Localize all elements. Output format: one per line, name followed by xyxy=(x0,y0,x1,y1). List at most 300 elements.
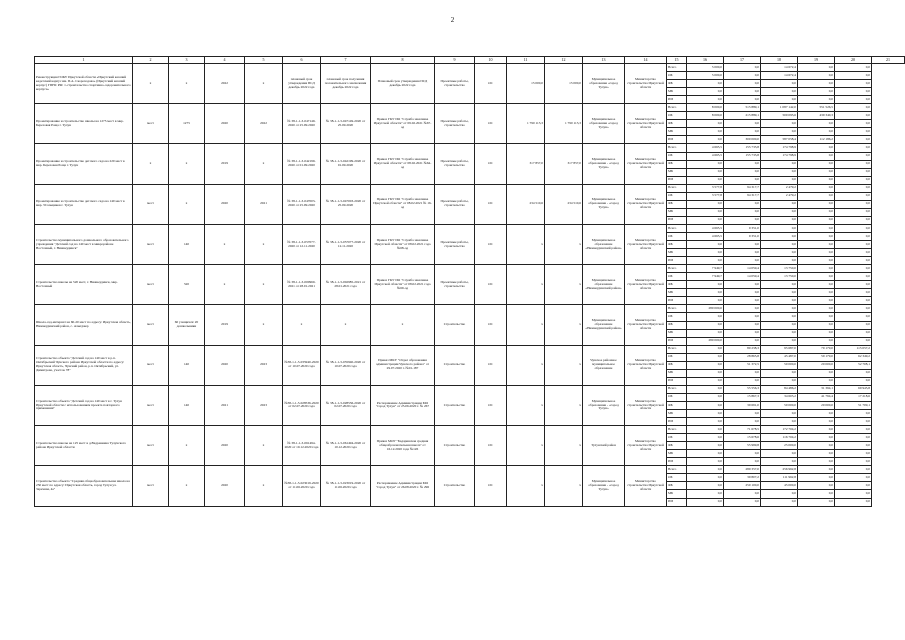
amount-cell: 0,0 xyxy=(835,241,872,249)
unit-cell: мест xyxy=(133,466,169,506)
amount-cell: 0,0 xyxy=(798,273,835,281)
amount-cell: 0,0 xyxy=(798,305,835,313)
amount-cell: 0,0 xyxy=(687,377,724,385)
amount-cell: 0,0 xyxy=(798,232,835,240)
amount-cell: 289 357,0 xyxy=(724,466,761,474)
start-year-cell: 2022 xyxy=(205,64,245,104)
object-name: Строительство объекта "Средняя общеобразовательная школа на 250 мест по адресу: Иркутская область, город Тулун ул. Заречная, 4а" xyxy=(35,466,133,506)
amount-cell: 0,0 xyxy=(724,168,761,176)
funding-source-cell: МБ xyxy=(667,329,687,337)
remaining-cost-cell: x xyxy=(545,426,583,466)
amount-cell: 280 000,0 xyxy=(687,337,724,345)
amount-cell: 551 526,5 xyxy=(798,104,835,112)
column-number: 8 xyxy=(371,57,435,64)
amount-cell: 8 000,0 xyxy=(687,104,724,112)
funding-form-cell: ОС xyxy=(475,466,507,506)
amount-cell: 0,0 xyxy=(835,160,872,168)
amount-cell: 0,0 xyxy=(798,128,835,136)
column-number: 12 xyxy=(545,57,583,64)
end-year-cell: x xyxy=(245,144,283,184)
funding-source-cell: Всего xyxy=(667,224,687,232)
column-number: 18 xyxy=(761,57,798,64)
amount-cell: 0,0 xyxy=(798,241,835,249)
funding-source-cell: ИИ xyxy=(667,96,687,104)
design-doc-cell: №38-1-1-3-023019-2020 от 11.06.2020 года xyxy=(283,466,321,506)
column-number: 20 xyxy=(835,57,872,64)
table-row xyxy=(35,385,905,393)
object-name: Проектирование и строительство школы на 1275 мест в мкр. Березовая Роща г. Тулун xyxy=(35,104,133,144)
amount-cell: 0,0 xyxy=(835,128,872,136)
expertise-cell: № 38-1-1-3-035940-2020 от 10.07.2020 года xyxy=(321,345,371,385)
funding-source-cell: ИИ xyxy=(667,377,687,385)
remaining-cost-cell: x xyxy=(545,305,583,345)
design-doc-cell: x xyxy=(283,305,321,345)
table-row xyxy=(35,345,905,353)
amount-cell: 0,0 xyxy=(798,224,835,232)
amount-cell: 0,0 xyxy=(724,208,761,216)
column-number: 11 xyxy=(507,57,545,64)
page-number: 2 xyxy=(450,16,455,24)
expertise-cell: № 38-1-1-3-047149-2020 от 25.09.2020 xyxy=(321,104,371,144)
amount-cell: 0,0 xyxy=(835,466,872,474)
amount-cell: 0,0 xyxy=(724,176,761,184)
funding-source-cell: ОБ xyxy=(667,434,687,442)
amount-cell: 0,0 xyxy=(798,329,835,337)
estimated-cost-cell: x xyxy=(507,345,545,385)
capacity-cell: x xyxy=(169,466,205,506)
amount-cell: 0,0 xyxy=(761,337,798,345)
amount-cell: 115 057,2 xyxy=(835,345,872,353)
funding-source-cell: ОБ xyxy=(667,393,687,401)
amount-cell: 0,0 xyxy=(835,224,872,232)
work-type-cell: Строительство xyxy=(435,466,475,506)
amount-cell: 0,0 xyxy=(687,168,724,176)
amount-cell: 0,0 xyxy=(687,450,724,458)
estimated-cost-cell: 317 857,0 xyxy=(507,144,545,184)
customer-cell: Муниципальное образование - «город Тулун» xyxy=(583,385,625,425)
amount-cell: 0,0 xyxy=(687,80,724,88)
start-year-cell: 2020 xyxy=(205,426,245,466)
amount-cell: 0,0 xyxy=(798,120,835,128)
amount-cell: 0,0 xyxy=(761,281,798,289)
amount-cell: 0,0 xyxy=(798,152,835,160)
remaining-cost-cell: 1 790 113,3 xyxy=(545,104,583,144)
basis-doc-cell: Приказ МОУ "Бадаринская средняя общеобразовательная школа" от 16.12.2020 года №126 xyxy=(371,426,435,466)
expertise-cell: № 38-1-1-3-057077-2020 от 12.11.2020 xyxy=(321,224,371,264)
basis-doc-cell: Распоряжение Администрации МО "город Тулун" от 26.08.2020 г. № 296 xyxy=(371,466,435,506)
amount-cell: 0,0 xyxy=(687,208,724,216)
unit-cell: x xyxy=(133,64,169,104)
amount-cell: 0,0 xyxy=(798,321,835,329)
amount-cell: 0,0 xyxy=(835,313,872,321)
funding-source-cell: ОБ xyxy=(667,192,687,200)
work-type-cell: Проектные работы, строительство xyxy=(435,104,475,144)
work-type-cell: Строительство xyxy=(435,345,475,385)
basis-doc-cell: Приказ ГКУ ИО "Служба заказчика Иркутской области" от 08.02.2021 года №68-од xyxy=(371,224,435,264)
expertise-cell: плановый срок получения положительного заключения декабрь 2022 года xyxy=(321,64,371,104)
column-number-row xyxy=(35,57,905,64)
estimated-cost-cell: x xyxy=(507,385,545,425)
amount-cell: 50 000,0 xyxy=(761,401,798,409)
amount-cell: 0,0 xyxy=(724,490,761,498)
expertise-cell: x xyxy=(321,305,371,345)
amount-cell: 0,0 xyxy=(798,216,835,224)
unit-cell: мест xyxy=(133,104,169,144)
funding-source-cell: ОБ xyxy=(667,112,687,120)
amount-cell: 55 556,3 xyxy=(724,385,761,393)
amount-cell: 2 479,2 xyxy=(761,192,798,200)
amount-cell: 0,0 xyxy=(798,474,835,482)
funding-source-cell: ФБ xyxy=(667,401,687,409)
amount-cell: 0,0 xyxy=(835,418,872,426)
gov-customer-cell: Министерство строительства Иркутской области xyxy=(625,265,667,305)
unit-cell: мест xyxy=(133,265,169,305)
remaining-cost-cell: 317 857,0 xyxy=(545,144,583,184)
amount-cell: 587 058,4 xyxy=(761,136,798,144)
amount-cell: 0,0 xyxy=(687,257,724,265)
end-year-cell: 2023 xyxy=(245,385,283,425)
amount-cell: 0,0 xyxy=(687,216,724,224)
expertise-cell: № 38-1-1-3-028536-2020 от 02.07.2020 года xyxy=(321,385,371,425)
funding-source-cell: МБ xyxy=(667,249,687,257)
table-row xyxy=(35,144,905,152)
amount-cell: 0,0 xyxy=(724,321,761,329)
amount-cell: 31 394,1 xyxy=(798,385,835,393)
amount-cell: 0,0 xyxy=(835,410,872,418)
amount-cell: 0,0 xyxy=(798,458,835,466)
amount-cell: 0,0 xyxy=(761,249,798,257)
unit-cell: мест xyxy=(133,305,169,345)
design-doc-cell: № 38-1-1-3-047149-2020 от 25.09.2020 xyxy=(283,104,321,144)
amount-cell: 0,0 xyxy=(798,208,835,216)
funding-form-cell: ОС xyxy=(475,385,507,425)
amount-cell: 15 867,3 xyxy=(724,393,761,401)
funding-source-cell: ОБ xyxy=(667,353,687,361)
funding-source-cell: ФБ xyxy=(667,200,687,208)
amount-cell: 0,0 xyxy=(835,377,872,385)
column-number: 15 xyxy=(667,57,687,64)
expertise-cell: № 38-1-1-3-023019-2020 от 11.06.2020 года xyxy=(321,466,371,506)
expertise-cell: № 38-1-1-3-042199-2020 от 01.09.2020 xyxy=(321,144,371,184)
customer-cell: Чунское районное муниципальное образование xyxy=(583,345,625,385)
amount-cell: 0,0 xyxy=(761,88,798,96)
estimated-cost-cell: x xyxy=(507,426,545,466)
estimated-cost-cell: x xyxy=(507,466,545,506)
basis-doc-cell: Приказ ГКУ ИО "Служба заказчика Иркутской области" от 08.02.2021 № 16-од xyxy=(371,184,435,224)
amount-cell: 0,0 xyxy=(835,257,872,265)
remaining-cost-cell: 15 000,0 xyxy=(545,64,583,104)
object-name: Школа-сад-интернат на 60-20 мест по адресу: Иркутская область, Нижнеудинский район, с. Алыгджер xyxy=(35,305,133,345)
capacity-cell: 520 xyxy=(169,265,205,305)
remaining-cost-cell: x xyxy=(545,385,583,425)
amount-cell: 0,0 xyxy=(687,281,724,289)
amount-cell: 0,0 xyxy=(835,112,872,120)
funding-source-cell: Всего xyxy=(667,184,687,192)
column-number: 2 xyxy=(133,57,169,64)
funding-form-cell: ОС xyxy=(475,64,507,104)
amount-cell: 0,0 xyxy=(798,418,835,426)
design-doc-cell: № 38-1-1-3-042199-2020 от 01.09.2020 xyxy=(283,144,321,184)
amount-cell: 25 000,0 xyxy=(761,442,798,450)
funding-source-cell: МБ xyxy=(667,369,687,377)
amount-cell: 0,0 xyxy=(798,160,835,168)
estimated-cost-cell: 1 790 113,3 xyxy=(507,104,545,144)
amount-cell: 0,0 xyxy=(687,498,724,506)
amount-cell: 0,0 xyxy=(761,297,798,305)
amount-cell: 0,0 xyxy=(724,289,761,297)
amount-cell: 0,0 xyxy=(687,353,724,361)
amount-cell: 55 999,8 xyxy=(724,442,761,450)
amount-cell: 0,0 xyxy=(724,369,761,377)
gov-customer-cell: Министерство строительства Иркутской области xyxy=(625,345,667,385)
gov-customer-cell: Министерство строительства Иркутской области xyxy=(625,64,667,104)
amount-cell: 0,0 xyxy=(798,442,835,450)
gov-customer-cell: Министерство строительства Иркутской области xyxy=(625,224,667,264)
funding-form-cell: ОС xyxy=(475,426,507,466)
amount-cell: 0,0 xyxy=(761,289,798,297)
funding-source-cell: МБ xyxy=(667,208,687,216)
funding-source-cell: ФБ xyxy=(667,120,687,128)
object-name: Строительство объекта "Детский сад на 140 мест в р.п. Октябрьский Чунского района Иркутской области по адресу: Иркутская область, Чунский район, р.п. Октябрьский, ул. Димитрова, участок 78" xyxy=(35,345,133,385)
amount-cell: 0,0 xyxy=(798,498,835,506)
column-number: 17 xyxy=(724,57,761,64)
design-doc-cell: № 38-1-1-3-047003-2020 от 25.09.2020 xyxy=(283,184,321,224)
amount-cell: 0,0 xyxy=(724,377,761,385)
amount-cell: 0,0 xyxy=(687,176,724,184)
amount-cell: 0,0 xyxy=(761,120,798,128)
end-year-cell: x xyxy=(245,466,283,506)
column-number: 4 xyxy=(205,57,245,64)
unit-cell: мест xyxy=(133,184,169,224)
column-number: 1 xyxy=(35,57,133,64)
object-name: Проектирование и строительство детского сада на 220 мест в мкр. Березовая Роща г. Тулун xyxy=(35,144,133,184)
funding-source-cell: Всего xyxy=(667,345,687,353)
funding-source-cell: ИИ xyxy=(667,176,687,184)
amount-cell: 155 733,8 xyxy=(724,152,761,160)
design-doc-cell: № 38-1-1-3-061494-2020 от 10.12.2020 года xyxy=(283,426,321,466)
amount-cell: 0,0 xyxy=(687,345,724,353)
amount-cell: 0,0 xyxy=(687,313,724,321)
funding-source-cell: ФБ xyxy=(667,80,687,88)
funding-source-cell: МБ xyxy=(667,490,687,498)
funding-source-cell: МБ xyxy=(667,88,687,96)
start-year-cell: 2020 xyxy=(205,345,245,385)
amount-cell: 174 798,9 xyxy=(761,152,798,160)
capacity-cell: x xyxy=(169,64,205,104)
gov-customer-cell: Министерство строительства Иркутской области xyxy=(625,426,667,466)
amount-cell: 0,0 xyxy=(724,241,761,249)
amount-cell: 0,0 xyxy=(687,200,724,208)
amount-cell: 0,0 xyxy=(835,208,872,216)
amount-cell: 0,0 xyxy=(761,241,798,249)
amount-cell: 0,0 xyxy=(687,442,724,450)
amount-cell: 20 000,0 xyxy=(798,401,835,409)
object-name: Строительство школы на 520 мест, г. Нижнеудинск, мкр. Восточный xyxy=(35,265,133,305)
expertise-cell: № 38-1-1-3-002985-2021 от 28.01.2021 года xyxy=(321,265,371,305)
amount-cell: 0,0 xyxy=(724,410,761,418)
start-year-cell: 2021 xyxy=(205,385,245,425)
amount-cell: 0,0 xyxy=(835,168,872,176)
column-number: 9 xyxy=(435,57,475,64)
remaining-cost-cell: x xyxy=(545,224,583,264)
amount-cell: 0,0 xyxy=(687,418,724,426)
amount-cell: 0,0 xyxy=(687,434,724,442)
amount-cell: 0,0 xyxy=(761,257,798,265)
amount-cell: 7 949,7 xyxy=(687,273,724,281)
amount-cell: 0,0 xyxy=(835,64,872,72)
amount-cell: 45 000,0 xyxy=(761,482,798,490)
amount-cell: 0,0 xyxy=(724,281,761,289)
amount-cell: 0,0 xyxy=(835,96,872,104)
amount-cell: 0,0 xyxy=(835,281,872,289)
table-row xyxy=(35,224,905,232)
amount-cell: 0,0 xyxy=(798,466,835,474)
funding-source-cell: ФБ xyxy=(667,160,687,168)
funding-source-cell: ОБ xyxy=(667,152,687,160)
remaining-cost-cell: x xyxy=(545,466,583,506)
design-doc-cell: № 38-1-1-3-057077-2020 от 12.11.2020 xyxy=(283,224,321,264)
amount-cell: 0,0 xyxy=(835,482,872,490)
funding-source-cell: МБ xyxy=(667,128,687,136)
amount-cell: 0,0 xyxy=(835,136,872,144)
table-row xyxy=(35,305,905,313)
amount-cell: 0,0 xyxy=(761,128,798,136)
amount-cell: 52 708,1 xyxy=(835,361,872,369)
funding-source-cell: Всего xyxy=(667,305,687,313)
amount-cell: 45 487,0 xyxy=(761,353,798,361)
amount-cell: 0,0 xyxy=(835,458,872,466)
funding-source-cell: ИИ xyxy=(667,337,687,345)
amount-cell: 0,0 xyxy=(798,176,835,184)
amount-cell: 0,0 xyxy=(761,232,798,240)
column-number: 10 xyxy=(475,57,507,64)
estimated-cost-cell: x xyxy=(507,305,545,345)
amount-cell: 0,0 xyxy=(798,482,835,490)
amount-cell: 0,0 xyxy=(761,305,798,313)
amount-cell: 0,0 xyxy=(687,297,724,305)
amount-cell: 0,0 xyxy=(835,434,872,442)
start-year-cell: 2019 xyxy=(205,305,245,345)
amount-cell: 300 000,0 xyxy=(724,136,761,144)
amount-cell: 112 186,2 xyxy=(798,136,835,144)
start-year-cell: 2019 xyxy=(205,144,245,184)
unit-cell: x xyxy=(133,144,169,184)
amount-cell: 1 087 142,0 xyxy=(761,104,798,112)
amount-cell: 71 678,5 xyxy=(724,426,761,434)
customer-cell: Муниципальное образование «Нижнеудинский район» xyxy=(583,265,625,305)
funding-source-cell: ФБ xyxy=(667,482,687,490)
amount-cell: 14 059,4 xyxy=(724,265,761,273)
amount-cell: 0,0 xyxy=(798,289,835,297)
amount-cell: 0,0 xyxy=(687,458,724,466)
funding-source-cell: ИИ xyxy=(667,257,687,265)
amount-cell: 0,0 xyxy=(798,281,835,289)
funding-form-cell: ОС xyxy=(475,265,507,305)
amount-cell: 0,0 xyxy=(798,96,835,104)
estimated-cost-cell: 15 000,0 xyxy=(507,64,545,104)
amount-cell: 0,0 xyxy=(761,176,798,184)
amount-cell: 0,0 xyxy=(798,377,835,385)
amount-cell: 0,0 xyxy=(761,168,798,176)
design-doc-cell: № 38-1-1-3-000960-2021 от 28.01.2021 xyxy=(283,265,321,305)
amount-cell: 0,0 xyxy=(761,80,798,88)
amount-cell: 0,0 xyxy=(798,144,835,152)
amount-cell: 0,0 xyxy=(761,200,798,208)
end-year-cell: x xyxy=(245,224,283,264)
amount-cell: 0,0 xyxy=(798,72,835,80)
funding-source-cell: Всего xyxy=(667,104,687,112)
investment-table xyxy=(34,56,905,507)
amount-cell: 111 962,8 xyxy=(761,474,798,482)
amount-cell: 0,0 xyxy=(835,321,872,329)
amount-cell: 0,0 xyxy=(835,305,872,313)
unit-cell: мест xyxy=(133,224,169,264)
amount-cell: 79 179,0 xyxy=(798,345,835,353)
capacity-cell: x xyxy=(169,144,205,184)
amount-cell: 0,0 xyxy=(724,80,761,88)
gov-customer-cell: Министерство строительства Иркутской области xyxy=(625,305,667,345)
remaining-cost-cell: x xyxy=(545,265,583,305)
amount-cell: 0,0 xyxy=(761,410,798,418)
amount-cell: 0,0 xyxy=(761,458,798,466)
table-row xyxy=(35,184,905,192)
amount-cell: 0,0 xyxy=(835,120,872,128)
amount-cell: 0,0 xyxy=(798,249,835,257)
object-name: Проектирование и строительство детского сада на 140 мест в мкр. Угольщиков г. Тулун xyxy=(35,184,133,224)
object-name: Строительство объекта "Детский сад на 140 мест в г. Тулун Иркутской области с использованием проекта повторного применения" xyxy=(35,385,133,425)
amount-cell: 0,0 xyxy=(798,200,835,208)
amount-cell: 0,0 xyxy=(798,265,835,273)
amount-cell: 0,0 xyxy=(724,297,761,305)
amount-cell: 0,0 xyxy=(687,369,724,377)
amount-cell: 0,0 xyxy=(798,450,835,458)
estimated-cost-cell: x xyxy=(507,265,545,305)
amount-cell: 0,0 xyxy=(761,96,798,104)
amount-cell: 172 704,2 xyxy=(761,426,798,434)
amount-cell: 0,0 xyxy=(835,490,872,498)
amount-cell: 0,0 xyxy=(761,498,798,506)
funding-source-cell: Всего xyxy=(667,64,687,72)
column-number: 16 xyxy=(687,57,724,64)
funding-source-cell: ФБ xyxy=(667,361,687,369)
amount-cell: 0,0 xyxy=(687,490,724,498)
amount-cell: 39 691,0 xyxy=(724,401,761,409)
end-year-cell: x xyxy=(245,64,283,104)
amount-cell: 69 945,8 xyxy=(835,385,872,393)
amount-cell: 3 577,8 xyxy=(687,184,724,192)
capacity-cell: x xyxy=(169,426,205,466)
column-number: 13 xyxy=(583,57,625,64)
amount-cell: 0,0 xyxy=(724,96,761,104)
table-row xyxy=(35,64,905,72)
amount-cell: 41 794,4 xyxy=(798,393,835,401)
end-year-cell: 2021 xyxy=(245,184,283,224)
amount-cell: 0,0 xyxy=(761,160,798,168)
amount-cell: 0,0 xyxy=(798,88,835,96)
table-row xyxy=(35,104,905,112)
amount-cell: 0,0 xyxy=(835,184,872,192)
amount-cell: 0,0 xyxy=(835,249,872,257)
amount-cell: 0,0 xyxy=(687,136,724,144)
amount-cell: 0,0 xyxy=(835,369,872,377)
amount-cell: 0,0 xyxy=(724,498,761,506)
amount-cell: 0,0 xyxy=(724,64,761,72)
amount-cell: 0,0 xyxy=(687,160,724,168)
amount-cell: 0,0 xyxy=(761,329,798,337)
amount-cell: 0,0 xyxy=(798,257,835,265)
design-doc-cell: №38-1-1-3-035940-2020 от 10.07.2020 года xyxy=(283,345,321,385)
funding-source-cell: МБ xyxy=(667,168,687,176)
